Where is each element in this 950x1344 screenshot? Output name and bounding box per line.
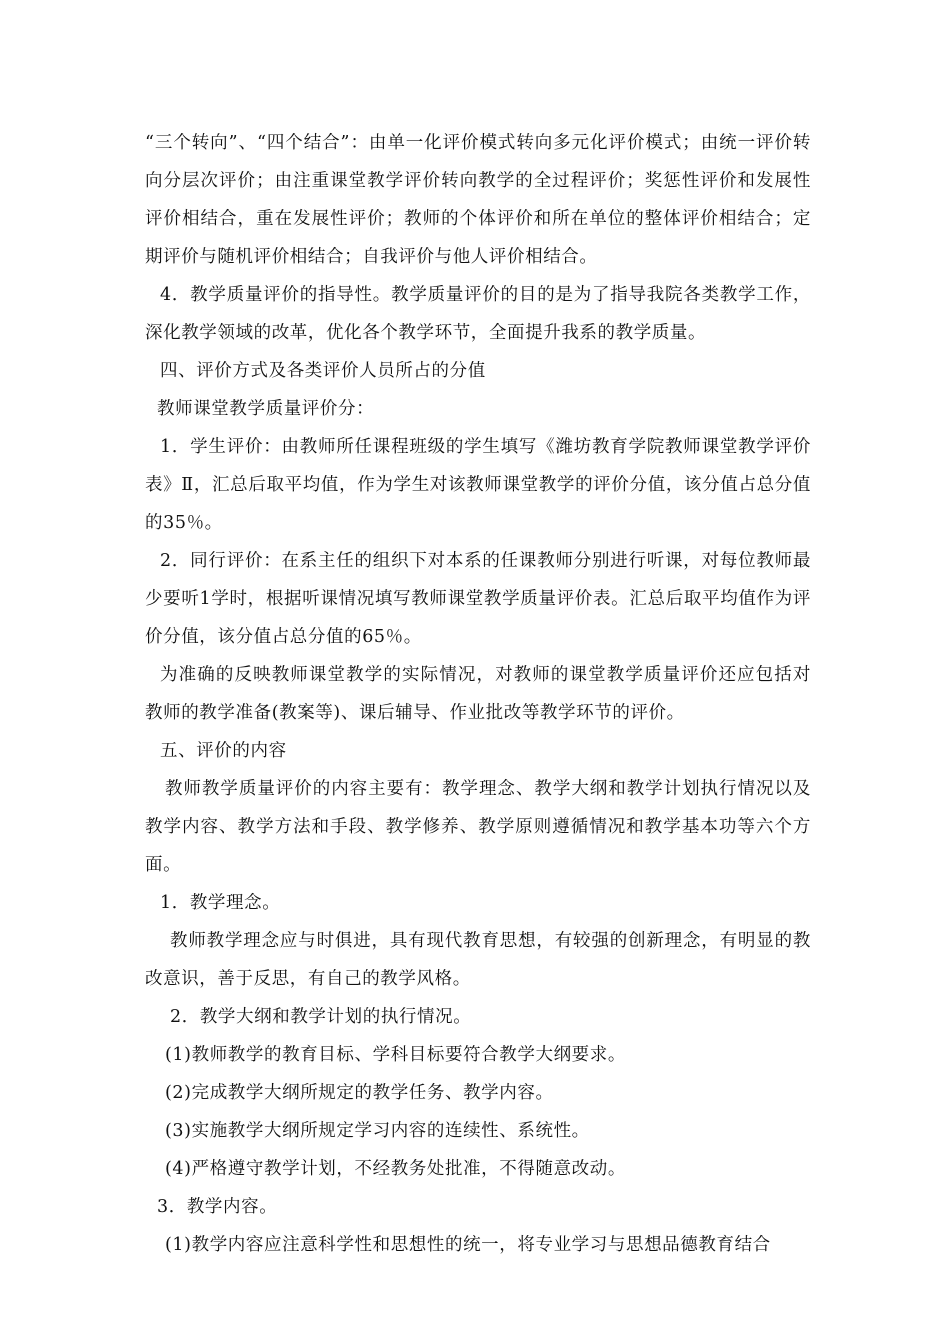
section-heading-evaluation-methods: 四、评价方式及各类评价人员所占的分值: [160, 361, 486, 381]
subheading-syllabus-execution: 2．教学大纲和教学计划的执行情况。: [170, 1007, 472, 1027]
paragraph-peer-evaluation: 2．同行评价：在系主任的组织下对本系的任课教师分别进行听课，对每位教师最少要听1学时，根据听课情况填写教师课堂教学质量评价表。汇总后取平均值作为评价分值，该分值占总分值的65％。: [145, 551, 811, 647]
subheading-teaching-content: 3．教学内容。: [157, 1197, 278, 1217]
paragraph-teaching-philosophy: 教师教学理念应与时俱进，具有现代教育思想，有较强的创新理念，有明显的教改意识，善于反思，有自己的教学风格。: [145, 931, 811, 989]
paragraph-content-overview: 教师教学质量评价的内容主要有：教学理念、教学大纲和教学计划执行情况以及教学内容、教学方法和手段、教学修养、教学原则遵循情况和教学基本功等六个方面。: [145, 779, 811, 875]
subheading-teaching-philosophy: 1．教学理念。: [160, 893, 281, 913]
section-heading-evaluation-content: 五、评价的内容: [160, 741, 287, 761]
list-item-syllabus-1: (1)教师教学的教育目标、学科目标要符合教学大纲要求。: [165, 1045, 626, 1065]
paragraph-comprehensive-evaluation: 为准确的反映教师课堂教学的实际情况，对教师的课堂教学质量评价还应包括对教师的教学准备(教案等)、课后辅导、作业批改等教学环节的评价。: [145, 665, 811, 723]
list-item-syllabus-4: (4)严格遵守教学计划，不经教务处批准，不得随意改动。: [165, 1159, 626, 1179]
document-body: [145, 124, 811, 1264]
paragraph-student-evaluation: 1．学生评价：由教师所任课程班级的学生填写《潍坊教育学院教师课堂教学评价表》Ⅱ，汇总后取平均值，作为学生对该教师课堂教学的评价分值，该分值占总分值的35％。: [145, 437, 811, 533]
list-item-content-1: (1)教学内容应注意科学性和思想性的统一，将专业学习与思想品德教育结合: [165, 1235, 771, 1255]
list-item-syllabus-2: (2)完成教学大纲所规定的教学任务、教学内容。: [165, 1083, 554, 1103]
paragraph-score-intro: 教师课堂教学质量评价分：: [157, 399, 375, 419]
paragraph-guidance: 4．教学质量评价的指导性。教学质量评价的目的是为了指导我院各类教学工作，深化教学领域的改革，优化各个教学环节，全面提升我系的教学质量。: [145, 285, 811, 343]
list-item-syllabus-3: (3)实施教学大纲所规定学习内容的连续性、系统性。: [165, 1121, 590, 1141]
paragraph-evaluation-principles: “三个转向”、“四个结合”：由单一化评价模式转向多元化评价模式；由统一评价转向分层次评价；由注重课堂教学评价转向教学的全过程评价；奖惩性评价和发展性评价相结合，重在发展性评价；教师的个体评价和所在单位的整体评价相结合；定期评价与随机评价相结合；自我评价与他人评价相结合。: [145, 133, 811, 267]
